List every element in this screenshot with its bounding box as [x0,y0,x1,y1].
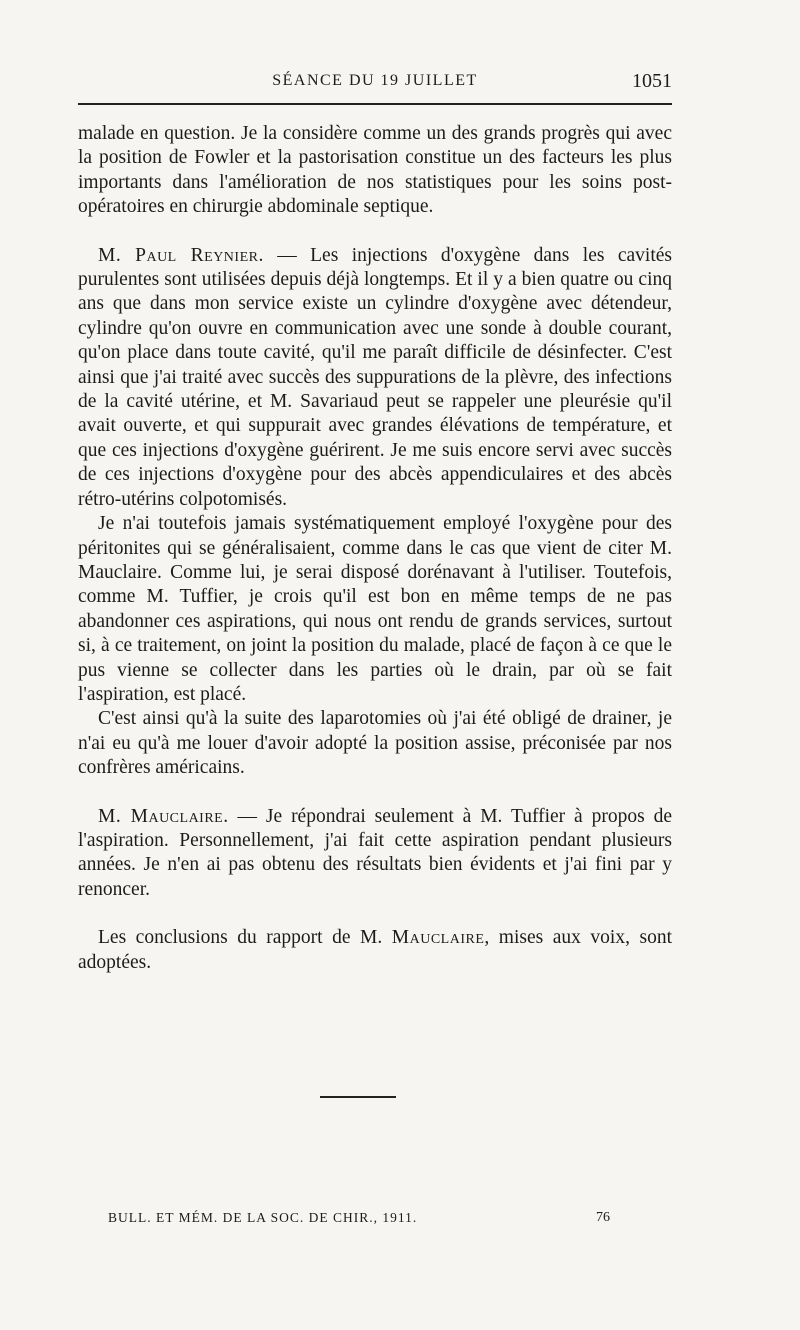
body-text [78,122,672,975]
section-separator [320,1096,396,1098]
paragraph-conclusions [78,926,672,975]
running-header [78,72,672,100]
paragraph-text: — Je répondrai seulement à M. Tuffier à propos de l'aspiration. Personnellement, j'ai fait cette aspiration pendant plusieurs années. Je n'en ai pas obtenu des résultats bien évidents et j'ai fini par y renoncer. [78,805,672,900]
paragraph-text: , mises aux voix, sont adoptées. [78,927,672,973]
paragraph-continuation: malade en question. Je la considère comme un des grands progrès qui avec la position de Fowler et la pastorisation constitue un des facteurs les plus importants dans l'amélioration de nos statistiques pour les soins post-opératoires en chirurgie abdominale septique. [78,123,672,218]
paragraph-laparotomies: C'est ainsi qu'à la suite des laparotomies où j'ai été obligé de drainer, je n'ai eu qu'à me louer d'avoir adopté la position assise, préconisée par nos confrères américains. [78,708,672,779]
speaker-name: M. Mauclaire. [98,805,229,827]
name-mauclaire: Mauclaire [391,927,485,949]
paragraph-reynier [78,244,672,512]
paragraph-text: Les conclusions du rapport de M. [98,927,392,949]
page-number: 1051 [632,70,672,92]
header-title: SÉANCE DU 19 JUILLET [272,72,478,89]
paragraph-mauclaire [78,805,672,903]
paragraph-text: — Les injections d'oxygène dans les cavités purulentes sont utilisées depuis déjà longtemps. Et il y a bien quatre ou cinq ans que dans mon service existe un cylindre d'oxygène avec détendeur, cylindre qu'on ouvre en communication avec une sonde à double courant, qu'on place dans toute cavité, qu'il me paraît difficile de désinfecter. C'est ainsi que j'ai traité avec succès des suppurations de la plèvre, des infections de la cavité utérine, et M. Savariaud peut se rappeler une pleurésie qu'il avait ouverte, et qui suppurait avec grandes élévations de température, et que ces injections d'oxygène guérirent. Je me suis encore servi avec succès de ces injections d'oxygène pour des abcès appendiculaires et des abcès rétro-utérins colpotomisés. [78,244,672,510]
header-rule [78,103,672,105]
speaker-name: M. Paul Reynier. [98,244,264,266]
signature-number: 76 [596,1210,610,1225]
footer-citation: BULL. ET MÉM. DE LA SOC. DE CHIR., 1911. [108,1210,418,1225]
paragraph-oxygen: Je n'ai toutefois jamais systématiquement employé l'oxygène pour des péritonites qui se généralisaient, comme dans le cas que vient de citer M. Mauclaire. Comme lui, je serai disposé dorénavant à l'utiliser. Toutefois, comme M. Tuffier, je crois qu'il est bon en même temps de ne pas abandonner ces aspirations, qui nous ont rendu de grands services, surtout si, à ce traitement, on joint la position du malade, placé de façon à ce que le pus vienne se collecter dans les parties où le drain, par où se fait l'aspiration, est placé. [78,513,672,705]
